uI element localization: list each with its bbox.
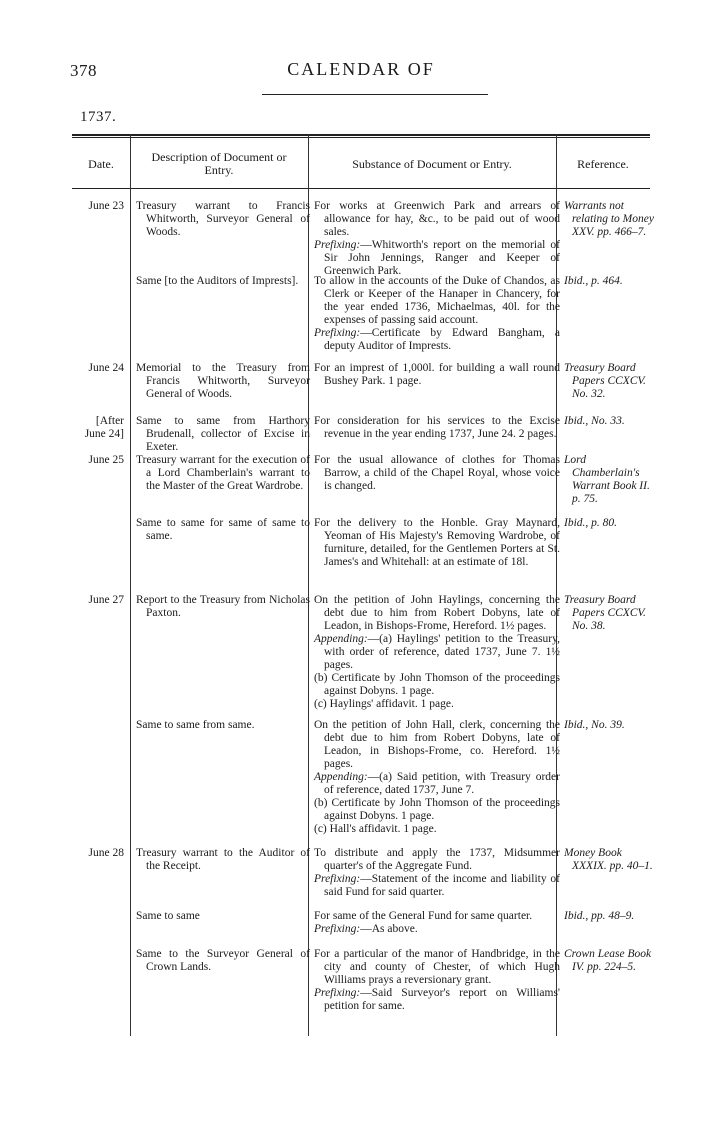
page-number: 378: [70, 61, 97, 80]
substance-paragraph: On the petition of John Haylings, concerning the debt due to him from Robert Dobyns, late of Leadon, in Bishops-Frome, Hereford. 1½ pages.: [314, 594, 560, 632]
entry-description: Treasury warrant for the execution of a Lord Chamberlain's warrant to the Master of the Great Wardrobe.: [136, 454, 310, 492]
substance-paragraph: For works at Greenwich Park and arrears of allowance for hay, &c., to be paid out of wood sales.: [314, 200, 560, 238]
substance-paragraph: (b) Certificate by John Thomson of the proceedings against Dobyns. 1 page.: [314, 797, 560, 822]
column-divider: [308, 134, 309, 1036]
substance-paragraph: For a particular of the manor of Handbridge, in the city and county of Chester, of which Hugh Williams prays a reversionary grant.: [314, 948, 560, 986]
entry-date: [After June 24]: [84, 415, 124, 440]
substance-paragraph: Prefixing:—Said Surveyor's report on Williams' petition for same.: [314, 987, 560, 1012]
column-header-description: Description of Document or Entry.: [151, 150, 287, 177]
header-rule: [262, 94, 488, 95]
entry-description: Same to same from Harthory Brudenall, collector of Excise in Exeter.: [136, 415, 310, 453]
entry-reference: Ibid., No. 33.: [564, 415, 625, 427]
substance-paragraph: Prefixing:—As above.: [314, 923, 418, 935]
entry-substance: [314, 517, 560, 569]
entry-substance: [314, 362, 560, 388]
entry-date: June 24: [88, 362, 124, 374]
substance-paragraph: (b) Certificate by John Thomson of the proceedings against Dobyns. 1 page.: [314, 672, 560, 697]
entry-description: Report to the Treasury from Nicholas Paxton.: [136, 594, 310, 619]
column-header-reference: Reference.: [577, 156, 629, 171]
entry-substance: [314, 454, 560, 493]
entry-description: Memorial to the Treasury from Francis Whitworth, Surveyor General of Woods.: [136, 362, 310, 400]
substance-paragraph: For the usual allowance of clothes for Thomas Barrow, a child of the Chapel Royal, whose voice is changed.: [314, 454, 560, 492]
substance-paragraph: Prefixing:—Certificate by Edward Bangham, a deputy Auditor of Imprests.: [314, 327, 560, 352]
entry-date: June 27: [88, 594, 124, 606]
entry-substance: [314, 910, 560, 936]
table-top-rule: [72, 134, 650, 136]
column-header-substance: Substance of Document or Entry.: [352, 156, 512, 171]
entry-description: Same to same: [136, 910, 200, 922]
entry-substance: [314, 275, 560, 353]
entry-substance: [314, 415, 560, 441]
entry-date: June 23: [88, 200, 124, 212]
substance-paragraph: For same of the General Fund for same quarter.: [314, 910, 533, 922]
entry-reference: Ibid., pp. 48–9.: [564, 910, 635, 922]
substance-paragraph: (c) Haylings' affidavit. 1 page.: [314, 698, 454, 710]
substance-paragraph: For an imprest of 1,000l. for building a wall round Bushey Park. 1 page.: [314, 362, 560, 387]
substance-paragraph: Appending:—(a) Said petition, with Treasury order of reference, dated 1737, June 7.: [314, 771, 560, 796]
year-heading: 1737.: [80, 109, 117, 125]
entry-description: Same to same for same of same to same.: [136, 517, 310, 542]
substance-paragraph: Appending:—(a) Haylings' petition to the Treasury, with order of reference, dated 1737, June 7. 1½ pages.: [314, 633, 560, 671]
entry-date: June 25: [88, 454, 124, 466]
table-top-rule-inner: [72, 137, 650, 138]
table-header-rule: [72, 188, 650, 189]
entry-reference: Lord Chamberlain's Warrant Book II. p. 75.: [564, 454, 650, 505]
column-header-date: Date.: [88, 156, 114, 171]
entry-reference: Money Book XXXIX. pp. 40–1.: [564, 847, 653, 872]
entry-reference: Ibid., p. 464.: [564, 275, 623, 287]
substance-paragraph: Prefixing:—Whitworth's report on the memorial of Sir John Jennings, Ranger and Keeper of Greenwich Park.: [314, 239, 560, 277]
entry-description: Treasury warrant to the Auditor of the Receipt.: [136, 847, 310, 872]
entry-description: Same to same from same.: [136, 719, 255, 731]
entry-reference: Warrants not relating to Money XXV. pp. 466–7.: [564, 200, 654, 238]
substance-paragraph: To distribute and apply the 1737, Midsummer quarter's of the Aggregate Fund.: [314, 847, 560, 872]
entry-description: Same [to the Auditors of Imprests].: [136, 275, 299, 287]
entry-reference: Crown Lease Book IV. pp. 224–5.: [564, 948, 652, 973]
entry-description: Same to the Surveyor General of Crown Lands.: [136, 948, 310, 973]
substance-paragraph: For consideration for his services to the Excise revenue in the year ending 1737, June 24. 2 pages.: [314, 415, 560, 440]
column-divider: [130, 134, 131, 1036]
entry-substance: [314, 594, 560, 711]
entry-substance: [314, 847, 560, 899]
entry-substance: [314, 948, 560, 1013]
entry-reference: Ibid., p. 80.: [564, 517, 618, 529]
entry-substance: [314, 719, 560, 836]
entry-date: June 28: [88, 847, 124, 859]
entry-reference: Ibid., No. 39.: [564, 719, 625, 731]
entry-substance: [314, 200, 560, 278]
running-title: CALENDAR OF: [287, 59, 435, 79]
substance-paragraph: To allow in the accounts of the Duke of Chandos, as Clerk or Keeper of the Hanaper in Chancery, for the year ended 1736, Michaelmas, 40l. for the expenses of passing said account.: [314, 275, 560, 326]
substance-paragraph: (c) Hall's affidavit. 1 page.: [314, 823, 437, 835]
substance-paragraph: Prefixing:—Statement of the income and liability of said Fund for said quarter.: [314, 873, 560, 898]
entry-reference: Treasury Board Papers CCXCV. No. 38.: [564, 594, 646, 632]
entry-reference: Treasury Board Papers CCXCV. No. 32.: [564, 362, 646, 400]
substance-paragraph: On the petition of John Hall, clerk, concerning the debt due to him from Robert Dobyns, late of Leadon, in Bishops-Frome, co. Hereford. 1½ pages.: [314, 719, 560, 770]
substance-paragraph: For the delivery to the Honble. Gray Maynard, Yeoman of His Majesty's Removing Wardrobe, of furniture, detailed, for the Gentlemen Porters at St. James's and Whitehall: at an estimate of 18l.: [314, 517, 560, 568]
entry-description: Treasury warrant to Francis Whitworth, Surveyor General of Woods.: [136, 200, 310, 238]
